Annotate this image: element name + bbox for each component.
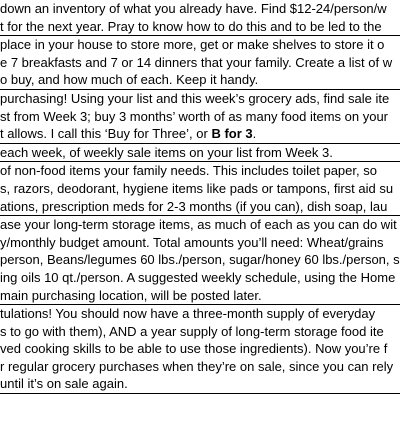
table-row bbox=[0, 162, 400, 216]
text-line: t for the next year. Pray to know how to do this and to be led to the bbox=[0, 18, 382, 34]
text-line: until it’s on sale again. bbox=[0, 376, 128, 392]
bold-term: B for 3 bbox=[211, 126, 253, 142]
text-line: e 7 breakfasts and 7 or 14 dinners that your family. Create a list of w bbox=[0, 54, 393, 70]
text-line: tulations! You should now have a three-month supply of everyday bbox=[0, 306, 376, 322]
table-row bbox=[0, 305, 400, 394]
text-line: main purchasing location, will be posted later. bbox=[0, 287, 262, 303]
text-line: person, Beans/legumes 60 lbs./person, sugar/honey 60 lbs./person, s bbox=[0, 252, 400, 268]
text-line: y/monthly budget amount. Total amounts you’ll need: Wheat/grains bbox=[0, 234, 384, 250]
text-line: ved cooking skills to be able to use those ingredients). Now you’re f bbox=[0, 341, 388, 357]
text-line: st from Week 3; buy 3 months’ worth of as many food items on your bbox=[0, 108, 389, 124]
text-line: down an inventory of what you already have. Find $12-24/person/w bbox=[0, 1, 387, 16]
text-line: ing oils 10 qt./person. A suggested weekly schedule, using the Home bbox=[0, 269, 396, 285]
text-line: purchasing! Using your list and this week’s grocery ads, find sale ite bbox=[0, 90, 390, 106]
text-line: s to go with them), AND a year supply of long-term storage food ite bbox=[0, 323, 384, 339]
text-line: s, razors, deodorant, hygiene items like pads or tampons, first aid su bbox=[0, 180, 394, 196]
text-line: ase your long-term storage items, as much of each as you can do wit bbox=[0, 217, 397, 233]
text-line: o buy, and how much of each. Keep it handy. bbox=[0, 72, 259, 88]
text-line: each week, of weekly sale items on your list from Week 3. bbox=[0, 144, 333, 160]
table-row bbox=[0, 0, 400, 36]
table-row bbox=[0, 36, 400, 90]
text-line: of non-food items your family needs. This includes toilet paper, so bbox=[0, 163, 377, 179]
table-row bbox=[0, 216, 400, 305]
table-row bbox=[0, 90, 400, 144]
text-line: ations, prescription meds for 2-3 months (if you can), dish soap, lau bbox=[0, 198, 388, 214]
table-row bbox=[0, 144, 400, 163]
text-line: r regular grocery purchases when they’re on sale, since you can rely bbox=[0, 358, 394, 374]
text-line: place in your house to store more, get or make shelves to store it o bbox=[0, 37, 385, 53]
text-line: t allows. I call this ‘Buy for Three’, or B for 3. bbox=[0, 126, 257, 142]
